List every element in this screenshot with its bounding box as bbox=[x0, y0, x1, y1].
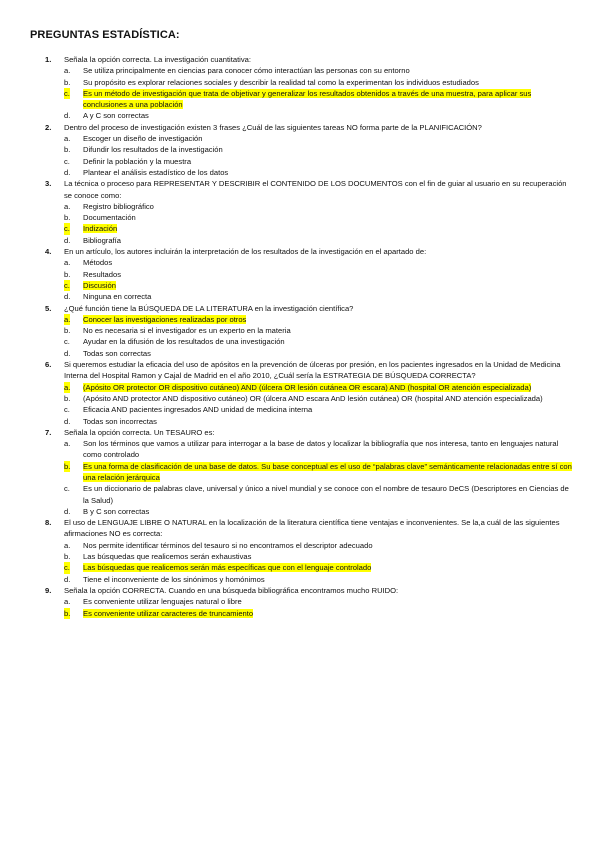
question-text: Señala la opción correcta. Un TESAURO es: bbox=[64, 427, 215, 437]
option-letter: b. bbox=[64, 393, 71, 403]
answer-option bbox=[64, 506, 573, 517]
answer-option-highlighted bbox=[64, 280, 573, 291]
answer-option bbox=[64, 404, 573, 415]
option-text: Escoger un diseño de investigación bbox=[83, 134, 203, 144]
option-letter: b. bbox=[64, 269, 71, 279]
option-letter: a. bbox=[64, 258, 71, 268]
question-number: 7. bbox=[45, 427, 52, 437]
option-letter: b. bbox=[64, 608, 71, 618]
option-text: Las búsquedas que realicemos serán más específicas que con el lenguaje controlado bbox=[83, 563, 372, 573]
answer-option bbox=[64, 348, 573, 359]
answer-option bbox=[64, 144, 573, 155]
option-letter: b. bbox=[64, 145, 71, 155]
option-letter: b. bbox=[64, 461, 71, 471]
question-4 bbox=[0, 246, 599, 302]
option-letter: d. bbox=[64, 416, 71, 426]
option-text: Tiene el inconveniente de los sinónimos y homónimos bbox=[83, 574, 265, 584]
answer-option bbox=[64, 110, 573, 121]
option-text: Es conveniente utilizar caracteres de truncamiento bbox=[83, 608, 254, 618]
answer-option bbox=[64, 235, 573, 246]
option-text: Indización bbox=[83, 224, 118, 234]
question-6 bbox=[0, 359, 599, 427]
option-letter: b. bbox=[64, 77, 71, 87]
option-letter: d. bbox=[64, 235, 71, 245]
option-letter: a. bbox=[64, 439, 71, 449]
option-text: Es una forma de clasificación de una base de datos. Su base conceptual es el uso de “palabras clave” semánticamente relacionadas entre sí con una relación jerárquica bbox=[83, 461, 572, 482]
option-text: Bibliografía bbox=[83, 235, 121, 245]
option-text: Documentación bbox=[83, 213, 136, 223]
question-text: El uso de LENGUAJE LIBRE O NATURAL en la localización de la literatura científica tiene ventajas e inconvenientes. Se la,a cuál de las siguientes afirmaciones NO es correcta: bbox=[64, 518, 560, 539]
option-letter: a. bbox=[64, 201, 71, 211]
answer-option-highlighted bbox=[64, 223, 573, 234]
answer-option bbox=[64, 551, 573, 562]
option-letter: a. bbox=[64, 597, 71, 607]
option-letter: d. bbox=[64, 348, 71, 358]
option-text: Métodos bbox=[83, 258, 113, 268]
option-letter: c. bbox=[64, 484, 70, 494]
option-letter: d. bbox=[64, 292, 71, 302]
question-text: Dentro del proceso de investigación existen 3 frases ¿Cuál de las siguientes tareas NO forma parte de la PLANIFICACIÓN? bbox=[64, 122, 482, 132]
question-text: Señala la opción CORRECTA. Cuando en una búsqueda bibliográfica encontramos mucho RUIDO: bbox=[64, 585, 399, 595]
option-letter: a. bbox=[64, 540, 71, 550]
option-text: Plantear el análisis estadístico de los datos bbox=[83, 167, 229, 177]
question-text: Si queremos estudiar la eficacia del uso de apósitos en la prevención de úlceras por presión, en los pacientes ingresados en la Unidad de Medicina Interna del Hospital Ramon y Cajal de Madrid en el año 2010, ¿Cuál sería la ESTRATEGIA DE BÚSQUEDA CORRECTA? bbox=[64, 360, 561, 381]
question-1 bbox=[0, 54, 599, 122]
option-text: Conocer las investigaciones realizadas por otros bbox=[83, 314, 247, 324]
question-number: 5. bbox=[45, 303, 52, 313]
answer-option bbox=[64, 257, 573, 268]
question-7 bbox=[0, 427, 599, 517]
option-letter: d. bbox=[64, 506, 71, 516]
option-text: Su propósito es explorar relaciones sociales y describir la realidad tal como la experimentan los individuos estudiados bbox=[83, 77, 479, 87]
answer-option-highlighted bbox=[64, 461, 573, 484]
question-text: Señala la opción correcta. La investigación cuantitativa: bbox=[64, 55, 252, 64]
answer-option bbox=[64, 212, 573, 223]
answer-option-highlighted bbox=[64, 314, 573, 325]
answer-option-highlighted bbox=[64, 88, 573, 111]
question-number: 8. bbox=[45, 518, 52, 528]
option-text: Ayudar en la difusión de los resultados de una investigación bbox=[83, 337, 285, 347]
option-letter: c. bbox=[64, 156, 70, 166]
option-text: Son los términos que vamos a utilizar para interrogar a la base de datos y localizar la bibliografía que nos interesa, tanto en lenguajes natural como controlado bbox=[83, 439, 559, 460]
answer-option bbox=[64, 596, 573, 607]
option-letter: a. bbox=[64, 314, 71, 324]
question-number: 3. bbox=[45, 179, 52, 189]
option-letter: d. bbox=[64, 574, 71, 584]
option-text: Todas son incorrectas bbox=[83, 416, 157, 426]
option-letter: c. bbox=[64, 88, 70, 98]
option-text: (Apósito AND protector AND dispositivo cutáneo) OR (úlcera AND escara AnD lesión cutánea) OR (hospital AND atención especializada) bbox=[83, 393, 543, 403]
option-letter: b. bbox=[64, 326, 71, 336]
option-text: Se utiliza principalmente en ciencias para conocer cómo interactúan las personas con su entorno bbox=[83, 66, 410, 76]
answer-option bbox=[64, 483, 573, 506]
answer-option bbox=[64, 167, 573, 178]
answer-option bbox=[64, 77, 573, 88]
answer-option bbox=[64, 393, 573, 404]
question-number: 9. bbox=[45, 585, 52, 595]
answer-option-highlighted bbox=[64, 562, 573, 573]
option-text: A y C son correctas bbox=[83, 111, 149, 121]
question-text: En un artículo, los autores incluirán la interpretación de los resultados de la investigación en el apartado de: bbox=[64, 247, 427, 257]
option-text: Resultados bbox=[83, 269, 121, 279]
option-text: Todas son correctas bbox=[83, 348, 151, 358]
option-letter: a. bbox=[64, 382, 71, 392]
option-text: (Apósito OR protector OR dispositivo cutáneo) AND (úlcera OR lesión cutánea OR escara) AND (hospital OR atención especializada) bbox=[83, 382, 532, 392]
option-letter: a. bbox=[64, 66, 71, 76]
question-number: 1. bbox=[45, 55, 52, 64]
answer-option bbox=[64, 416, 573, 427]
option-letter: c. bbox=[64, 280, 70, 290]
question-list bbox=[0, 54, 599, 619]
question-number: 4. bbox=[45, 247, 52, 257]
answer-option bbox=[64, 325, 573, 336]
option-letter: c. bbox=[64, 563, 70, 573]
answer-option-highlighted bbox=[64, 608, 573, 619]
option-letter: c. bbox=[64, 337, 70, 347]
option-text: Definir la población y la muestra bbox=[83, 156, 192, 166]
option-text: Es conveniente utilizar lenguajes natural o libre bbox=[83, 597, 242, 607]
option-text: Eficacia AND pacientes ingresados AND unidad de medicina interna bbox=[83, 405, 313, 415]
answer-option bbox=[64, 574, 573, 585]
option-text: Es un método de investigación que trata de objetivar y generalizar los resultados obtenidos a través de una muestra, para aplicar sus conclusiones a una población bbox=[83, 88, 532, 110]
answer-option bbox=[64, 540, 573, 551]
question-3 bbox=[0, 178, 599, 246]
question-number: 6. bbox=[45, 360, 52, 370]
option-text: Las búsquedas que realicemos serán exhaustivas bbox=[83, 552, 252, 562]
option-letter: d. bbox=[64, 111, 71, 121]
option-text: No es necesaria si el investigador es un experto en la materia bbox=[83, 326, 291, 336]
question-5 bbox=[0, 303, 599, 359]
question-8 bbox=[0, 517, 599, 585]
answer-option bbox=[64, 291, 573, 302]
question-text: ¿Qué función tiene la BÚSQUEDA DE LA LITERATURA en la investigación científica? bbox=[64, 303, 354, 313]
option-letter: b. bbox=[64, 552, 71, 562]
option-letter: c. bbox=[64, 405, 70, 415]
option-text: Registro bibliográfico bbox=[83, 201, 154, 211]
question-2 bbox=[0, 122, 599, 178]
option-text: B y C son correctas bbox=[83, 506, 150, 516]
option-text: Difundir los resultados de la investigación bbox=[83, 145, 223, 155]
answer-option bbox=[64, 336, 573, 347]
answer-option bbox=[64, 269, 573, 280]
option-text: Es un diccionario de palabras clave, universal y único a nivel mundial y se conoce con el nombre de tesauro DeCS (Descriptores en Ciencias de la Salud) bbox=[83, 484, 569, 505]
answer-option-highlighted bbox=[64, 382, 573, 393]
option-letter: a. bbox=[64, 134, 71, 144]
option-text: Discusión bbox=[83, 280, 116, 290]
question-number: 2. bbox=[45, 122, 52, 132]
option-text: Nos permite identificar términos del tesauro si no encontramos el descriptor adecuado bbox=[83, 540, 373, 550]
answer-option bbox=[64, 133, 573, 144]
page-title: PREGUNTAS ESTADÍSTICA: bbox=[30, 29, 180, 41]
answer-option bbox=[64, 201, 573, 212]
question-text: La técnica o proceso para REPRESENTAR Y DESCRIBIR el CONTENIDO DE LOS DOCUMENTOS con el fin de guiar al usuario en su recuperación se conoce como: bbox=[64, 179, 567, 200]
question-9 bbox=[0, 585, 599, 619]
option-letter: b. bbox=[64, 213, 71, 223]
answer-option bbox=[64, 438, 573, 461]
answer-option bbox=[64, 156, 573, 167]
option-letter: c. bbox=[64, 224, 70, 234]
answer-option bbox=[64, 65, 573, 76]
option-letter: d. bbox=[64, 167, 71, 177]
option-text: Ninguna en correcta bbox=[83, 292, 152, 302]
